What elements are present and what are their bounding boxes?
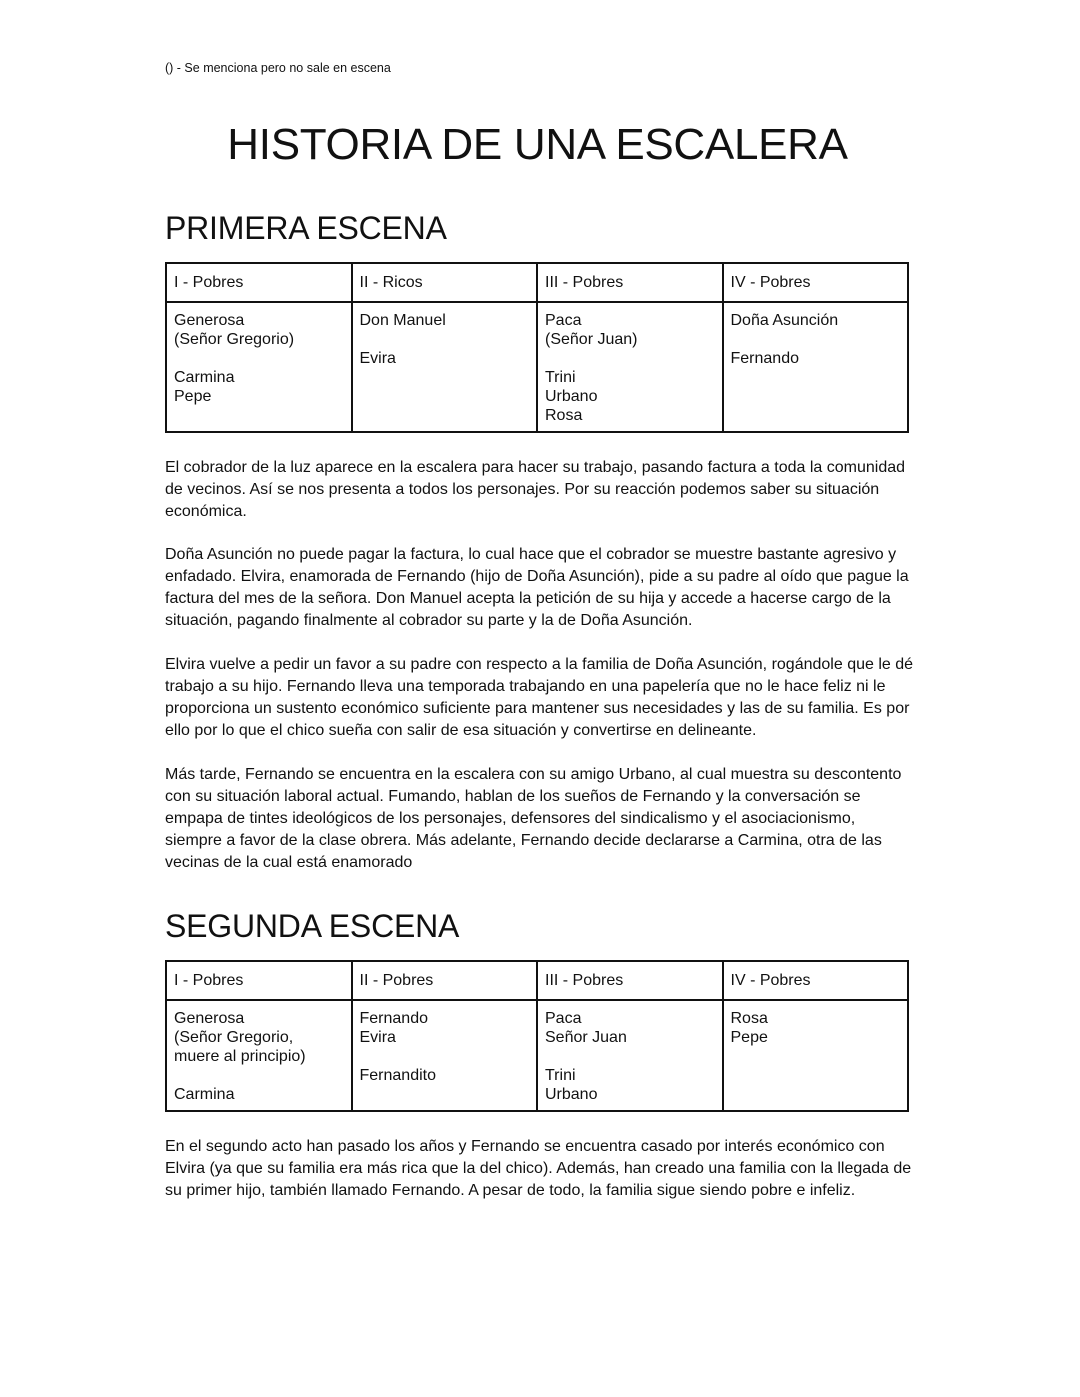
character-name: Fernando [359, 1010, 428, 1027]
character-name: (Señor Gregorio, [174, 1029, 294, 1046]
cast-cell [537, 1000, 723, 1111]
character-name: Pepe [174, 388, 212, 405]
legend-note: () - Se menciona pero no sale en escena [165, 61, 391, 75]
column-header: I - Pobres [166, 961, 352, 1000]
character-name: Don Manuel [359, 312, 446, 329]
column-header: II - Ricos [352, 263, 538, 302]
scene-1-heading: PRIMERA ESCENA [165, 210, 447, 246]
cast-cell [723, 1000, 909, 1111]
blank-line [731, 330, 901, 349]
character-name: Rosa [545, 407, 583, 424]
column-header: III - Pobres [537, 263, 723, 302]
scene-1-paragraph: Más tarde, Fernando se encuentra en la escalera con su amigo Urbano, al cual muestra su descontento con su situación laboral actual. Fumando, hablan de los sueños de Fernando y la conversación se empapa de tintes ideológicos de los personajes, defensores del sindicalismo y el asociacionismo, siempre a favor de la clase obrera. Más adelante, Fernando decide declararse a Carmina, otra de las vecinas de la cual está enamorado [165, 766, 902, 871]
character-name: (Señor Gregorio) [174, 331, 295, 348]
character-name: Fernando [730, 350, 799, 367]
character-name: Trini [545, 369, 576, 386]
scene-2-paragraph: En el segundo acto han pasado los años y Fernando se encuentra casado por interés económico con Elvira (ya que su familia era más rica que la del chico). Además, han creado una familia con la llegada de su primer hijo, también llamado Fernando. A pesar de todo, la familia sigue siendo pobre e infeliz. [165, 1138, 912, 1199]
blank-line [360, 1047, 530, 1066]
character-name: Carmina [174, 369, 235, 386]
column-header: IV - Pobres [723, 961, 909, 1000]
scene-2-cast-table [165, 960, 909, 1112]
cast-cell [166, 302, 352, 432]
column-header: I - Pobres [166, 263, 352, 302]
document-title: HISTORIA DE UNA ESCALERA [227, 120, 848, 169]
scene-1-cast-table [165, 262, 909, 433]
character-name: Evira [359, 350, 396, 367]
character-name: Generosa [174, 1010, 245, 1027]
cast-table-row [166, 1000, 908, 1111]
column-header: III - Pobres [537, 961, 723, 1000]
column-header: II - Pobres [352, 961, 538, 1000]
character-name: Doña Asunción [730, 312, 839, 329]
blank-line [545, 349, 715, 368]
scene-1-paragraph: Doña Asunción no puede pagar la factura, lo cual hace que el cobrador se muestre bastante agresivo y enfadado. Elvira, enamorada de Fernando (hijo de Doña Asunción), pide a su padre al oído que pague la factura del mes de la señora. Don Manuel acepta la petición de su hija y accede a hacerse cargo de la situación, pagando finalmente al cobrador su parte y la de Doña Asunción. [165, 546, 909, 629]
cast-table-header-row [166, 961, 908, 1000]
character-name: Carmina [174, 1086, 235, 1103]
cast-table-row [166, 302, 908, 432]
scene-1-paragraph: El cobrador de la luz aparece en la escalera para hacer su trabajo, pasando factura a toda la comunidad de vecinos. Así se nos presenta a todos los personajes. Por su reacción podemos saber su situación económica. [165, 459, 906, 520]
blank-line [360, 330, 530, 349]
blank-line [545, 1047, 715, 1066]
character-name: Evira [359, 1029, 396, 1046]
character-name: Paca [545, 312, 582, 329]
cast-cell [166, 1000, 352, 1111]
cast-cell [537, 302, 723, 432]
character-name: (Señor Juan) [545, 331, 638, 348]
character-name: Urbano [545, 1086, 598, 1103]
character-name: Generosa [174, 312, 245, 329]
cast-cell [352, 302, 538, 432]
character-name: Trini [545, 1067, 576, 1084]
cast-cell [352, 1000, 538, 1111]
character-name: Señor Juan [545, 1029, 627, 1046]
scene-1-paragraph: Elvira vuelve a pedir un favor a su padre con respecto a la familia de Doña Asunción, rogándole que le dé trabajo a su hijo. Fernando lleva una temporada trabajando en una papelería que no le hace feliz ni le proporciona un sustento económico suficiente para mantener sus necesidades y las de su familia. Es por ello por lo que el chico sueña con salir de esa situación y convertirse en delineante. [165, 656, 914, 739]
character-name: Urbano [545, 388, 598, 405]
character-name: Fernandito [359, 1067, 436, 1084]
cast-cell [723, 302, 909, 432]
character-name: Pepe [730, 1029, 768, 1046]
character-note: muere al principio) [174, 1048, 306, 1065]
character-name: Paca [545, 1010, 582, 1027]
cast-table-header-row [166, 263, 908, 302]
character-name: Rosa [730, 1010, 768, 1027]
blank-line [174, 1066, 344, 1085]
blank-line [174, 349, 344, 368]
column-header: IV - Pobres [723, 263, 909, 302]
scene-2-heading: SEGUNDA ESCENA [165, 908, 460, 944]
